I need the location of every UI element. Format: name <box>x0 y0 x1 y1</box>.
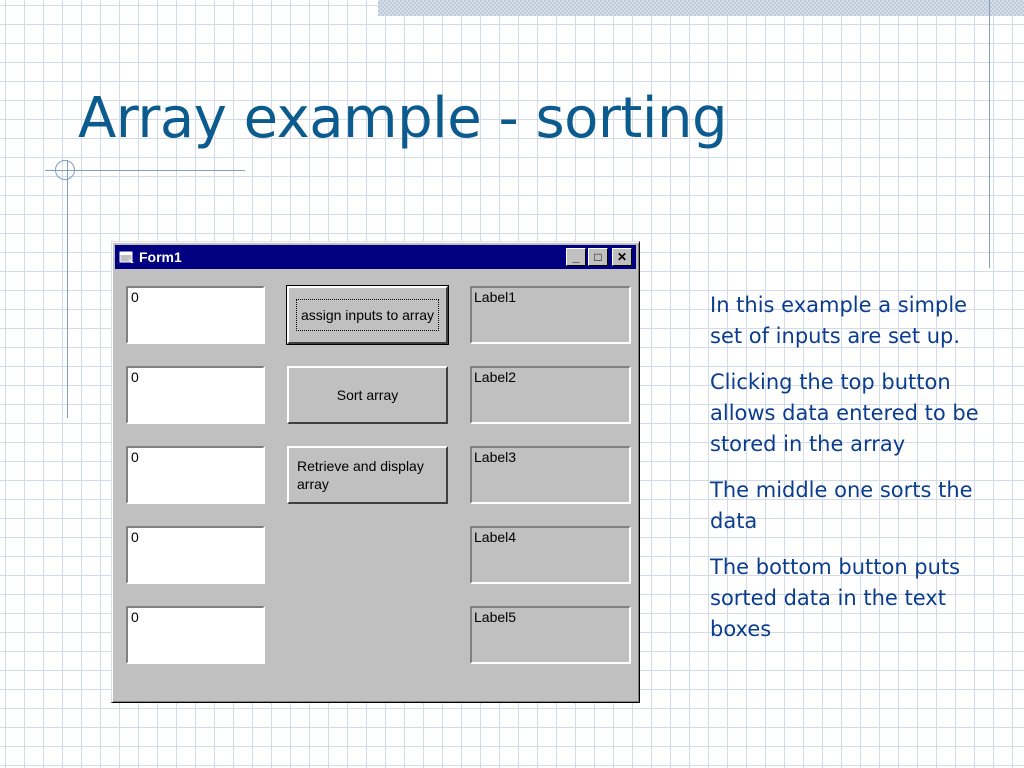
input-textbox-3[interactable]: 0 <box>126 446 265 504</box>
sort-array-button-label: Sort array <box>336 387 399 403</box>
retrieve-display-button-label: Retrieve and display array <box>297 458 424 492</box>
label-1: Label1 <box>470 286 631 344</box>
input-textbox-4[interactable]: 0 <box>126 526 265 584</box>
slide-description <box>710 290 1000 660</box>
decorative-circle <box>55 160 75 180</box>
description-paragraph-2: Clicking the top button allows data entered to be stored in the array <box>710 370 979 456</box>
window-titlebar[interactable] <box>115 245 636 269</box>
sort-array-button[interactable] <box>287 366 448 424</box>
label-4: Label4 <box>470 526 631 584</box>
description-paragraph-3: The middle one sorts the data <box>710 478 973 533</box>
maximize-icon[interactable]: □ <box>588 248 608 266</box>
slide-title: Array example - sorting <box>78 86 727 151</box>
decorative-left-rule <box>67 160 68 418</box>
window-title: Form1 <box>139 249 182 265</box>
decorative-title-rule <box>45 170 245 171</box>
input-textbox-5[interactable]: 0 <box>126 606 265 664</box>
label-5: Label5 <box>470 606 631 664</box>
close-icon[interactable]: ✕ <box>612 248 632 266</box>
minimize-icon[interactable]: _ <box>566 248 586 266</box>
decorative-top-band <box>378 0 1024 16</box>
label-3: Label3 <box>470 446 631 504</box>
input-textbox-1[interactable]: 0 <box>126 286 265 344</box>
input-textbox-2[interactable]: 0 <box>126 366 265 424</box>
assign-inputs-button[interactable] <box>287 286 448 344</box>
retrieve-display-button[interactable] <box>287 446 448 504</box>
description-paragraph-4: The bottom button puts sorted data in the text boxes <box>710 555 961 641</box>
form-app-icon <box>119 250 135 264</box>
label-2: Label2 <box>470 366 631 424</box>
form1-window <box>111 241 640 703</box>
description-paragraph-1: In this example a simple set of inputs are set up. <box>710 293 968 348</box>
decorative-right-rule <box>989 0 990 268</box>
assign-inputs-button-label: assign inputs to array <box>296 299 439 331</box>
